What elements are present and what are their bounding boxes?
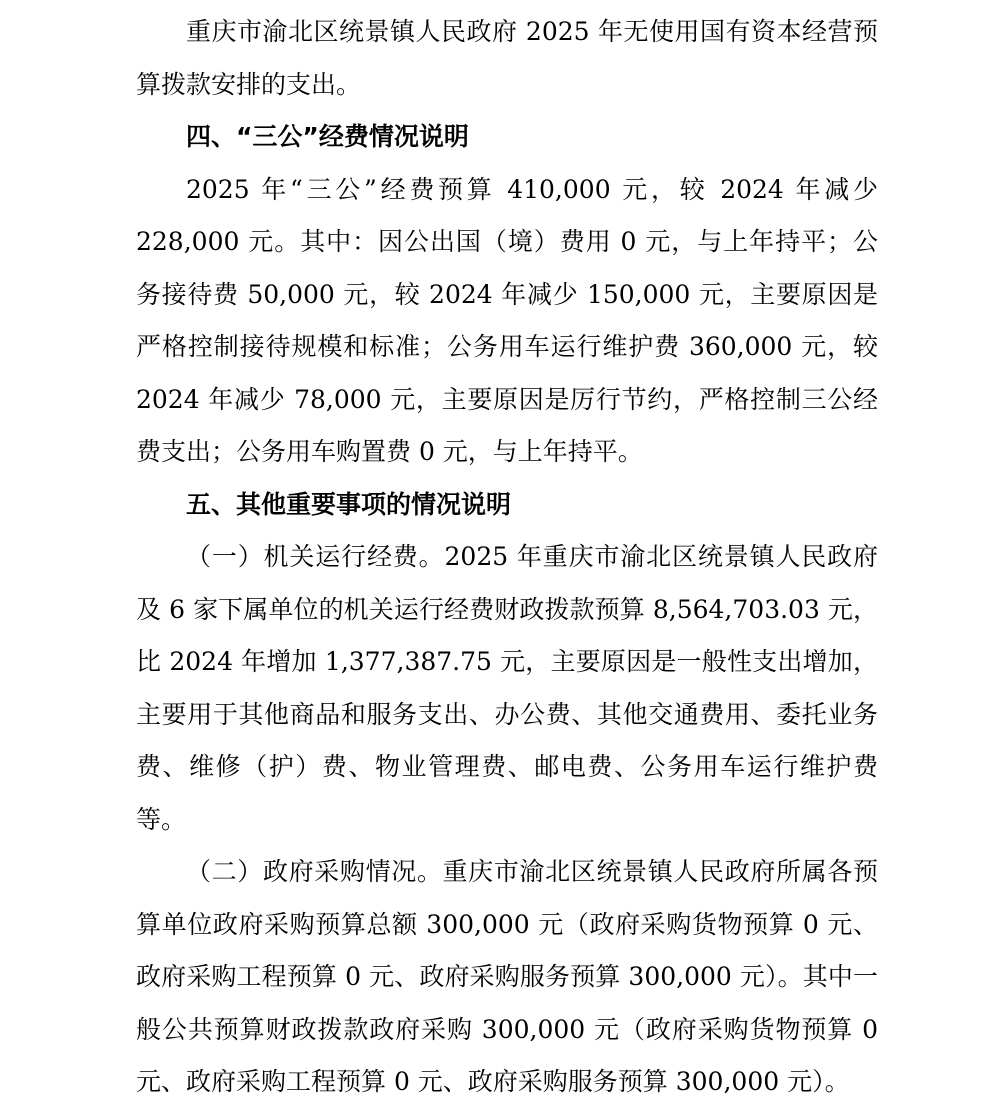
subsection-body-operating-expenses: 2025 年重庆市渝北区统景镇人民政府及 6 家下属单位的机关运行经费财政拨款预算 8,564,703.03 元，比 2024 年增加 1,377,387.75 元，主要原因是一般性支出增加，主要用于其他商品和服务支出、办公费、其他交通费用、委托业务费、维修（护）费、物业管理费、邮电费、公务用车运行维护费等。 [136, 542, 878, 834]
subsection-title-operating-expenses: （一）机关运行经费。 [186, 542, 445, 571]
document-page [136, 6, 878, 1109]
paragraph-state-capital-budget: 重庆市渝北区统景镇人民政府 2025 年无使用国有资本经营预算拨款安排的支出。 [136, 17, 878, 99]
subsection-body-government-procurement: 重庆市渝北区统景镇人民政府所属各预算单位政府采购预算总额 300,000 元（政府采购货物预算 0 元、政府采购工程预算 0 元、政府采购服务预算 300,000 元）。其中一般公共预算财政拨款政府采购 300,000 元（政府采购货物预算 0 元、政府采购工程预算 0 元、政府采购服务预算 300,000 元）。 [136, 857, 878, 1096]
paragraph-three-public-expenses: 2025 年“三公”经费预算 410,000 元，较 2024 年减少 228,000 元。其中：因公出国（境）费用 0 元，与上年持平；公务接待费 50,000 元，较 2024 年减少 150,000 元，主要原因是严格控制接待规模和标准；公务用车运行维护费 360,000 元，较 2024 年减少 78,000 元，主要原因是厉行节约，严格控制三公经费支出；公务用车购置费 0 元，与上年持平。 [136, 174, 878, 466]
section-heading-three-public-expenses: 四、“三公”经费情况说明 [186, 122, 469, 151]
subsection-title-government-procurement: （二）政府采购情况。 [186, 857, 443, 886]
paragraph-government-procurement [136, 846, 878, 1109]
paragraph-operating-expenses [136, 531, 878, 846]
section-heading-other-matters: 五、其他重要事项的情况说明 [186, 489, 512, 519]
